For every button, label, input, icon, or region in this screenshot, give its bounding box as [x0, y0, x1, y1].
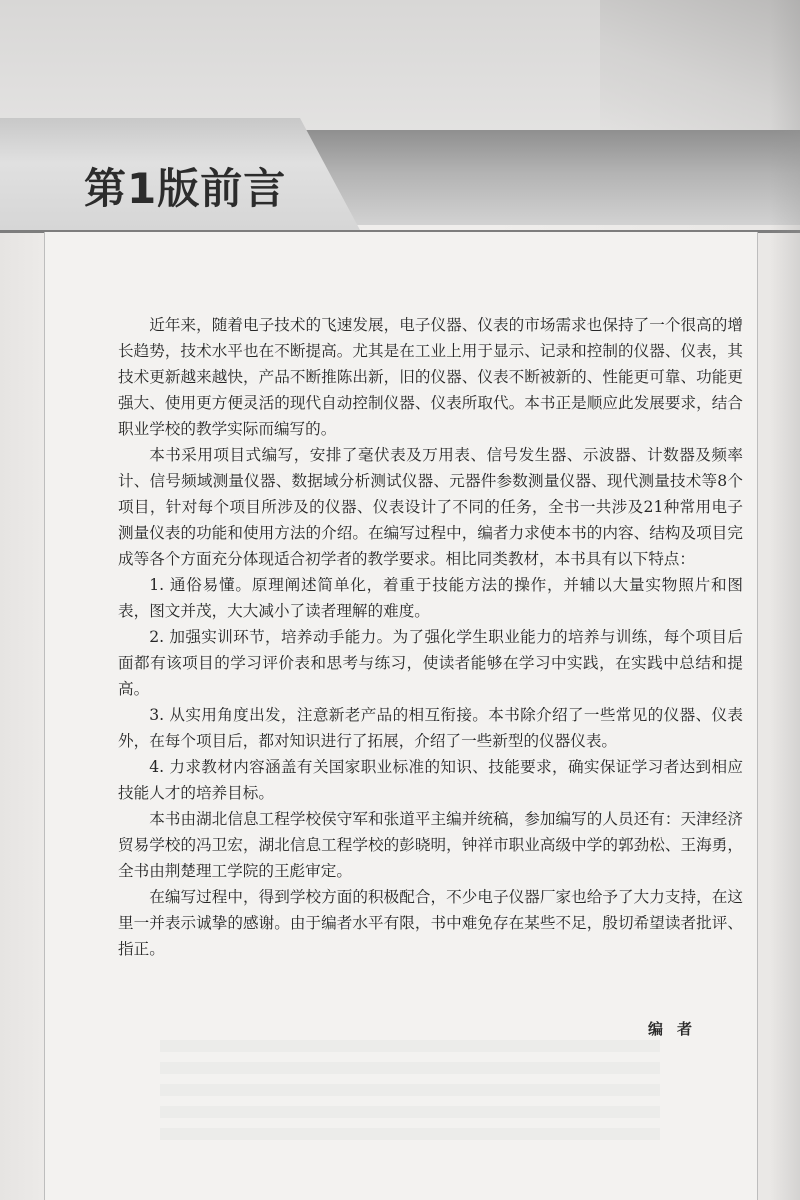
paragraph-authors: 本书由湖北信息工程学校侯守军和张道平主编并统稿，参加编写的人员还有：天津经济贸易学校的冯卫宏，湖北信息工程学校的彭晓明，钟祥市职业高级中学的郭劲松、王海勇，全书由荆楚理工学院的王彪审定。 [118, 810, 743, 880]
preface-body [118, 312, 743, 962]
signature: 编者 [648, 1020, 707, 1038]
show-through-texture [160, 1040, 660, 1140]
paragraph-thanks: 在编写过程中，得到学校方面的积极配合，不少电子仪器厂家也给予了大力支持，在这里一并表示诚挚的感谢。由于编者水平有限，书中难免存在某些不足，殷切希望读者批评、指正。 [118, 888, 743, 958]
paragraph-feature-2: 2. 加强实训环节，培养动手能力。为了强化学生职业能力的培养与训练，每个项目后面都有该项目的学习评价表和思考与练习，使读者能够在学习中实践，在实践中总结和提高。 [118, 628, 743, 698]
paragraph-feature-3: 3. 从实用角度出发，注意新老产品的相互衔接。本书除介绍了一些常见的仪器、仪表外，在每个项目后，都对知识进行了拓展，介绍了一些新型的仪器仪表。 [118, 706, 743, 750]
paragraph-feature-1: 1. 通俗易懂。原理阐述简单化，着重于技能方法的操作，并辅以大量实物照片和图表，图文并茂，大大减小了读者理解的难度。 [118, 576, 743, 620]
page-edge-shadow [770, 0, 800, 1200]
page-title: 第1版前言 [84, 164, 287, 213]
paragraph-structure: 本书采用项目式编写，安排了毫伏表及万用表、信号发生器、示波器、计数器及频率计、信号频域测量仪器、数据域分析测试仪器、元器件参数测量仪器、现代测量技术等8个项目，针对每个项目所涉及的仪器、仪表设计了不同的任务，全书一共涉及21种常用电子测量仪表的功能和使用方法的介绍。在编写过程中，编者力求使本书的内容、结构及项目完成等各个方面充分体现适合初学者的教学要求。相比同类教材，本书具有以下特点： [118, 446, 743, 568]
paragraph-feature-4: 4. 力求教材内容涵盖有关国家职业标准的知识、技能要求，确实保证学习者达到相应技能人才的培养目标。 [118, 758, 743, 802]
paragraph-intro: 近年来，随着电子技术的飞速发展，电子仪器、仪表的市场需求也保持了一个很高的增长趋势，技术水平也在不断提高。尤其是在工业上用于显示、记录和控制的仪器、仪表，其技术更新越来越快，产品不断推陈出新，旧的仪器、仪表不断被新的、性能更可靠、功能更强大、使用更方便灵活的现代自动控制仪器、仪表所取代。本书正是顺应此发展要求，结合职业学校的教学实际而编写的。 [118, 316, 743, 438]
